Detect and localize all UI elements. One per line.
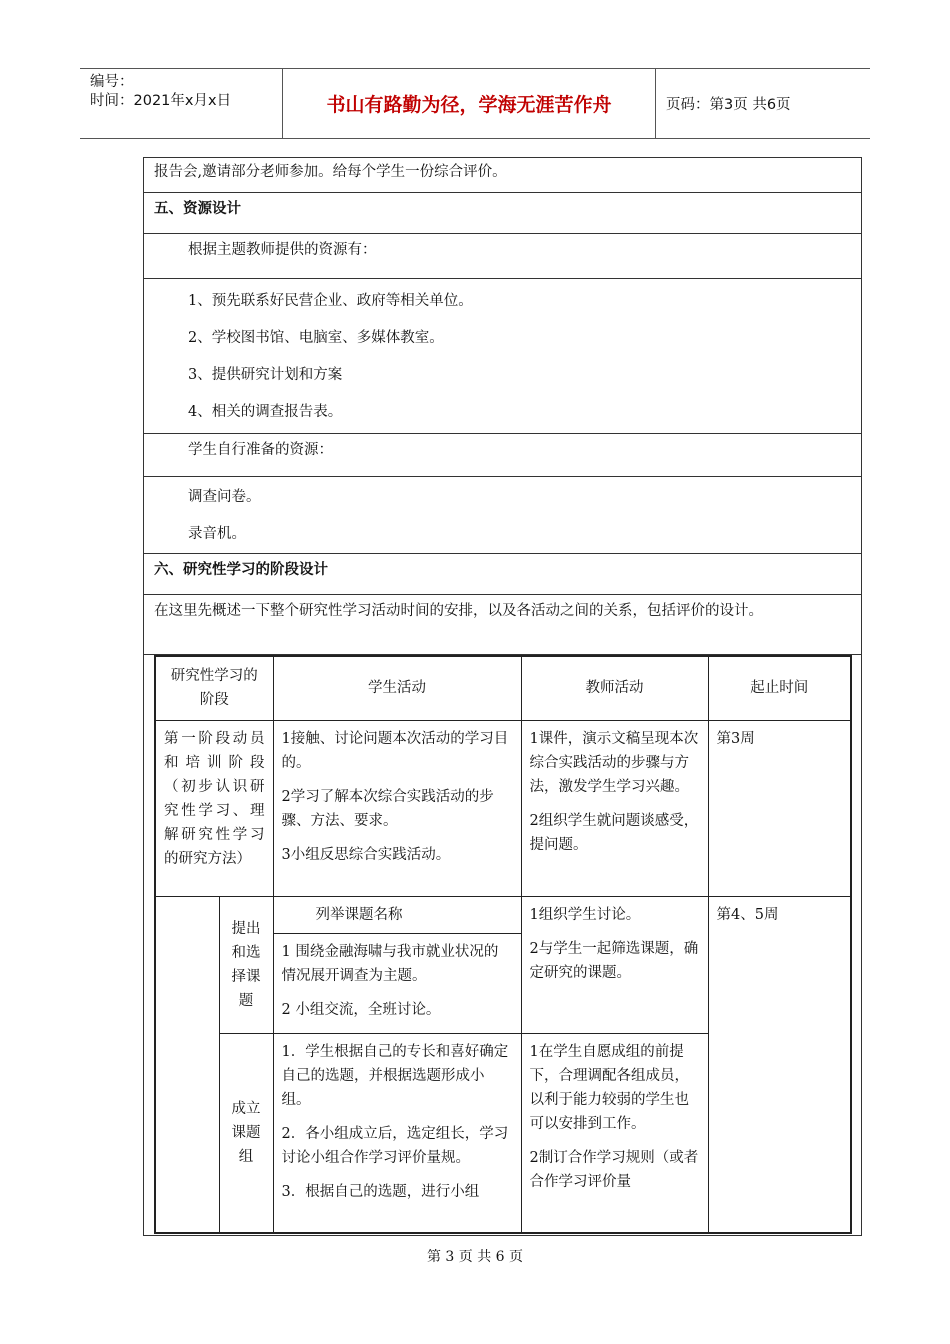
top-line: 报告会,邀请部分老师参加。给每个学生一份综合评价。 xyxy=(144,158,862,193)
page-header xyxy=(80,68,870,139)
activity-item: 1接触、讨论问题本次活动的学习目的。 xyxy=(281,730,509,771)
activity-item: 2学习了解本次综合实践活动的步骤、方法、要求。 xyxy=(281,788,494,829)
stage-1-student xyxy=(273,720,521,896)
stage-2-blank xyxy=(155,896,219,1233)
activity-item: 1 围绕金融海啸与我市就业状况的情况展开调查为主题。 xyxy=(281,943,499,984)
substage-form-group: 成立课题组 xyxy=(219,1033,273,1233)
document-table xyxy=(143,157,862,1236)
stage-2-student xyxy=(273,933,521,1033)
section-6-title: 六、研究性学习的阶段设计 xyxy=(144,554,862,595)
list-item: 2、学校图书馆、电脑室、多媒体教室。 xyxy=(188,330,444,346)
activity-item: 2组织学生就问题谈感受，提问题。 xyxy=(529,812,699,853)
substage-propose-topic: 提出和选择课题 xyxy=(219,896,273,1033)
student-resources-list xyxy=(144,477,862,554)
activity-item: 2制订合作学习规则（或者合作学习评价量 xyxy=(529,1149,699,1190)
page-footer: 第 3 页 共 6 页 xyxy=(426,1249,524,1265)
stage-3-student xyxy=(273,1033,521,1233)
list-item: 4、相关的调查报告表。 xyxy=(188,404,343,420)
activity-item: 1在学生自愿成组的前提下，合理调配各组成员，以利于能力较弱的学生也可以安排到工作。 xyxy=(529,1043,689,1132)
header-meta xyxy=(80,69,283,138)
stage-2-time: 第4、5周 xyxy=(708,896,851,1233)
stage-2-teacher xyxy=(521,896,708,1033)
header-student-activity: 学生活动 xyxy=(273,656,521,720)
header-stage: 研究性学习的阶段 xyxy=(155,656,273,720)
activity-item: 3小组反思综合实践活动。 xyxy=(281,846,451,863)
list-item: 3、提供研究计划和方案 xyxy=(188,367,343,383)
header-page-label: 页码：第3页 共6页 xyxy=(666,97,791,113)
stage-table xyxy=(154,655,852,1234)
activity-item: 1．学生根据自己的专长和喜好确定自己的选题，并根据选题形成小组。 xyxy=(281,1043,509,1108)
stage-2-student-title: 列举课题名称 xyxy=(273,896,521,933)
teacher-resources-intro: 根据主题教师提供的资源有： xyxy=(144,234,862,279)
student-resources-intro: 学生自行准备的资源： xyxy=(144,434,862,477)
list-item: 1、预先联系好民营企业、政府等相关单位。 xyxy=(188,293,473,309)
stage-table-cell xyxy=(144,655,862,1236)
activity-item: 3．根据自己的选题，进行小组 xyxy=(281,1183,480,1200)
number-label: 编号： xyxy=(90,74,134,90)
header-time: 起止时间 xyxy=(708,656,851,720)
activity-item: 1组织学生讨论。 xyxy=(529,906,641,923)
header-teacher-activity: 教师活动 xyxy=(521,656,708,720)
stage-1-time: 第3周 xyxy=(708,720,851,896)
section-6-description: 在这里先概述一下整个研究性学习活动时间的安排，以及各活动之间的关系，包括评价的设计。 xyxy=(144,595,862,655)
list-item: 调查问卷。 xyxy=(188,489,261,505)
header-motto: 书山有路勤为径，学海无涯苦作舟 xyxy=(283,69,656,138)
activity-item: 2．各小组成立后，选定组长，学习讨论小组合作学习评价量规。 xyxy=(281,1125,509,1166)
teacher-resources-list xyxy=(144,279,862,434)
section-5-title: 五、资源设计 xyxy=(144,193,862,234)
list-item: 录音机。 xyxy=(188,526,246,542)
stage-1-name: 第一阶段动员和培训阶段（初步认识研究性学习、理解研究性学习的研究方法） xyxy=(155,720,273,896)
time-label: 时间：2021年x月x日 xyxy=(90,93,232,109)
stage-1-teacher xyxy=(521,720,708,896)
activity-item: 2 小组交流，全班讨论。 xyxy=(281,1001,441,1018)
activity-item: 1课件，演示文稿呈现本次综合实践活动的步骤与方法，激发学生学习兴趣。 xyxy=(529,730,699,795)
stage-3-teacher xyxy=(521,1033,708,1233)
activity-item: 2与学生一起筛选课题，确定研究的课题。 xyxy=(529,940,699,981)
